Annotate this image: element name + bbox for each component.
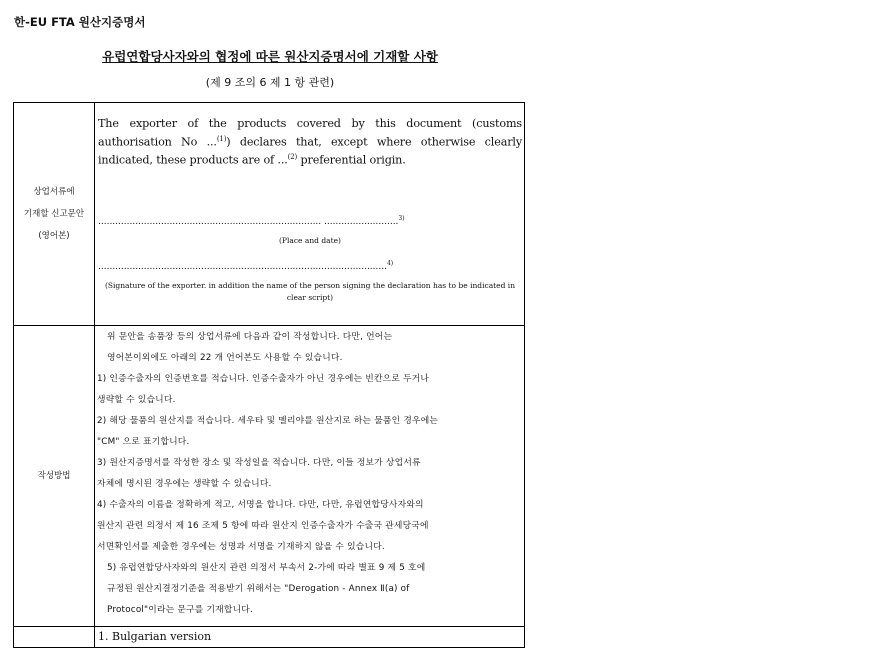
declaration-label-line-1: 상업서류에 [33,187,75,197]
method-text-cell [95,326,525,627]
method-line-3: 1) 인증수출자의 인증번호를 적습니다. 인증수출자가 아닌 경우에는 빈칸으로 두거나 [97,374,430,384]
footnote-ref-2: (2) [287,152,298,161]
method-line-6: "CM" 으로 표기합니다. [97,437,190,447]
signature-prefix-dots: ... [98,262,107,272]
footnote-ref-1: (1) [216,134,227,143]
method-row [14,326,525,627]
document-title: 한-EU FTA 원산지증명서 [14,15,146,29]
method-line-4: 생략할 수 있습니다. [97,395,176,405]
method-line-10: 원산지 관련 의정서 제 16 조제 5 항에 따라 원산지 인증수출자가 수출국 관세당국에 [97,521,429,531]
footnote-ref-3: 3) [398,215,405,222]
footnote-ref-4: 4) [386,260,394,267]
method-line-7: 3) 원산지증명서를 작성한 장소 및 작성일을 적습니다. 다만, 이들 정보가 상업서류 [97,458,421,468]
method-line-13: 규정된 원산지결정기준을 적용받기 위해서는 "Derogation - Annex Ⅱ(a) of [107,584,410,594]
form-heading: 유럽연합당사자와의 협정에 따른 원산지증명서에 기재할 사항 [102,49,438,64]
method-line-9: 4) 수출자의 이름을 정확하게 적고, 서명을 합니다. 다만, 다만, 유럽연합당사자와의 [97,500,424,510]
signature-line [98,260,524,272]
method-line-8: 자체에 명시된 경우에는 생략할 수 있습니다. [97,479,272,489]
declaration-label-line-2: 기재할 신고문안 [23,209,85,219]
method-line-2: 영어본이외에도 아래의 22 개 언어본도 사용할 수 있습니다. [107,353,343,363]
method-line-11: 서면확인서를 제출한 경우에는 성명과 서명을 기재하지 않을 수 있습니다. [97,542,385,552]
signature-caption: (Signature of the exporter. in addition the name of the person signing the declaration has to be indicated in clear script) [104,281,516,302]
method-line-12: 5) 유럽연합당사자와의 원산지 관련 의정서 부속서 2-가에 따라 별표 9 제 5 호에 [107,563,426,573]
method-line-14: Protocol"이라는 문구를 기재합니다. [107,605,253,615]
language-version-row [14,627,525,648]
method-line-1: 위 문안을 송품장 등의 상업서류에 다음과 같이 작성합니다. 다만, 언어는 [107,332,393,342]
place-date-caption: (Place and date) [278,236,341,245]
method-line-5: 2) 해당 물품의 원산지를 적습니다. 세우타 및 멜리야를 원산지로 하는 물품인 경우에는 [97,416,439,426]
declaration-text-part-c: preferential origin. [297,153,406,167]
place-date-dots: .............................................................................. [98,217,322,227]
declaration-text-part-a: The exporter of the products covered by this document (customs authorisation No ... [98,117,522,149]
declaration-label-line-3: (영어본) [38,231,70,241]
declaration-text-part-b: ) declares that, except where otherwise clearly indicated, these products are of ... [98,135,523,167]
place-date-line [98,215,524,227]
signature-dots: ........................................................................................ [106,262,359,272]
signature-dots-2: .......... [358,262,387,272]
form-subheading: (제 9 조의 6 제 1 항 관련) [205,76,335,89]
declaration-text [98,116,522,168]
origin-declaration-table [13,102,525,648]
place-date-dots-2: .......................... [324,217,399,227]
bulgarian-version-label: 1. Bulgarian version [98,630,212,643]
declaration-row [14,103,525,326]
method-label-cell: 작성방법 [14,326,95,627]
declaration-text-cell [95,103,525,326]
language-version-cell [95,627,525,648]
language-label-cell [14,627,95,648]
declaration-label-cell [14,103,95,326]
